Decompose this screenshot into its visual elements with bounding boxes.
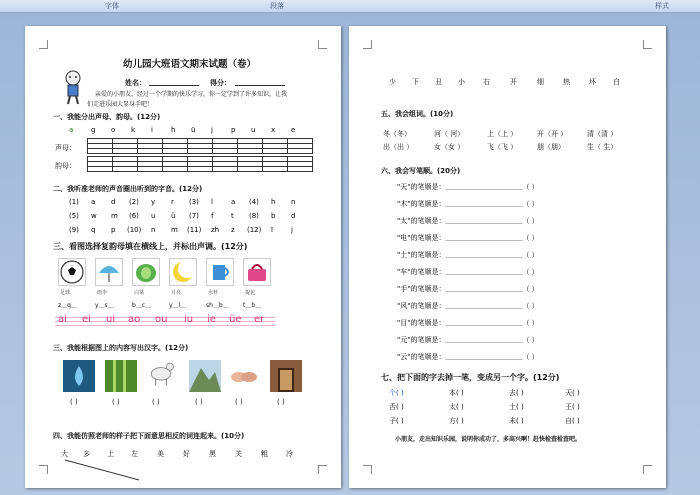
stroke-order-item[interactable]: "木"的笔顺是：＿＿＿＿＿＿＿＿＿＿＿（ ） bbox=[397, 200, 539, 208]
pinyin-blank[interactable]: y＿l＿ bbox=[169, 302, 187, 309]
item-number: (8) bbox=[249, 212, 259, 220]
word-group-cell[interactable]: 河（ 河） bbox=[434, 130, 465, 138]
pinyin-option[interactable]: t bbox=[231, 212, 234, 220]
item-number: (11) bbox=[187, 226, 202, 234]
cabbage-picture bbox=[132, 258, 160, 286]
finals-writing-grid[interactable] bbox=[87, 156, 313, 172]
answer-bracket[interactable]: ( ) bbox=[152, 398, 160, 406]
connecting-line bbox=[61, 458, 141, 482]
pinyin-option[interactable]: w bbox=[91, 212, 97, 220]
remove-stroke-cell[interactable]: 太( ) bbox=[449, 403, 464, 411]
margin-corner bbox=[39, 465, 48, 474]
name-label: 姓名： bbox=[125, 79, 146, 87]
remove-stroke-cell[interactable]: 去( ) bbox=[509, 389, 524, 397]
word-char[interactable]: 冷 bbox=[286, 450, 293, 458]
word-char[interactable]: 坏 bbox=[589, 78, 596, 86]
ribbon-group-paragraph[interactable]: 段落 bbox=[270, 2, 284, 10]
pinyin-option[interactable]: n bbox=[151, 226, 156, 234]
pinyin-option[interactable]: a bbox=[231, 198, 236, 206]
word-char[interactable]: 黑 bbox=[209, 450, 216, 458]
pinyin-option[interactable]: p bbox=[111, 226, 116, 234]
pinyin-option[interactable]: h bbox=[271, 198, 276, 206]
word-char[interactable]: 细 bbox=[537, 78, 544, 86]
word-char[interactable]: 大 bbox=[61, 450, 68, 458]
gate-picture bbox=[270, 360, 302, 392]
word-char[interactable]: 左 bbox=[131, 450, 138, 458]
ribbon-group-font[interactable]: 字体 bbox=[105, 2, 119, 10]
picture-label: 雨伞 bbox=[97, 290, 108, 296]
final-option: iu bbox=[184, 314, 194, 325]
word-char[interactable]: 热 bbox=[563, 78, 570, 86]
pinyin-option[interactable]: u bbox=[151, 212, 156, 220]
child-illustration bbox=[62, 70, 84, 106]
score-blank[interactable] bbox=[235, 85, 285, 86]
pinyin-option[interactable]: f bbox=[211, 212, 214, 220]
margin-corner bbox=[643, 40, 652, 49]
page-left[interactable] bbox=[25, 26, 341, 488]
word-char[interactable]: 开 bbox=[510, 78, 517, 86]
intro-line-1: 亲爱的小朋友，经过一个学期的快乐学习，你一定学到了许多知识，让我 bbox=[95, 91, 288, 98]
remove-stroke-cell[interactable]: 本( ) bbox=[449, 389, 464, 397]
word-group-cell[interactable]: 冬（冬） bbox=[383, 130, 411, 138]
stroke-order-item[interactable]: "天"的笔顺是：＿＿＿＿＿＿＿＿＿＿＿（ ） bbox=[397, 183, 539, 191]
final-option: ei bbox=[82, 314, 91, 325]
pinyin-blank[interactable]: sh＿b＿ bbox=[206, 302, 229, 309]
letter: ū bbox=[191, 126, 196, 134]
pinyin-option[interactable]: l bbox=[211, 198, 213, 206]
word-char[interactable]: 美 bbox=[157, 450, 164, 458]
pinyin-option[interactable]: ü bbox=[171, 212, 176, 220]
item-number: (1) bbox=[69, 198, 79, 206]
answer-bracket[interactable]: ( ) bbox=[70, 398, 78, 406]
mountain-picture bbox=[189, 360, 221, 392]
pinyin-option[interactable]: j bbox=[291, 226, 293, 234]
final-option: üe bbox=[229, 314, 242, 325]
letter: k bbox=[131, 126, 136, 134]
remove-stroke-cell[interactable]: 个( ) bbox=[389, 389, 404, 397]
score-label: 得分： bbox=[210, 79, 231, 87]
picture-label: 足球 bbox=[60, 290, 71, 296]
letter: u bbox=[251, 126, 256, 134]
word-char[interactable]: 好 bbox=[183, 450, 190, 458]
picture-label: 白菜 bbox=[134, 290, 145, 296]
answer-bracket[interactable]: ( ) bbox=[277, 398, 285, 406]
pinyin-blank[interactable]: t＿b＿ bbox=[243, 302, 262, 309]
stroke-order-item[interactable]: "手"的笔顺是：＿＿＿＿＿＿＿＿＿＿＿（ ） bbox=[397, 285, 539, 293]
margin-corner bbox=[318, 465, 327, 474]
intro-line-2: 们走进乐园大显身手吧！ bbox=[87, 101, 154, 108]
section-word-groups-title: 五、我会组词。(10分) bbox=[381, 110, 454, 118]
page-right[interactable] bbox=[349, 26, 666, 488]
word-group-cell[interactable]: 朋（朋） bbox=[537, 143, 565, 151]
section-3-title: 三、看图选择复韵母填在横线上，并标出声调。(12分) bbox=[53, 242, 248, 251]
section-2-title: 二、我听准老师的声音圈出听到的字音。(12分) bbox=[53, 185, 203, 193]
picture-label: 水杯 bbox=[208, 290, 219, 296]
remove-stroke-cell[interactable]: 方( ) bbox=[449, 417, 464, 425]
letter: i bbox=[151, 126, 153, 134]
pinyin-blank[interactable]: z＿q＿ bbox=[58, 302, 77, 309]
item-number: (12) bbox=[247, 226, 262, 234]
pinyin-option[interactable]: z bbox=[231, 226, 235, 234]
initials-writing-grid[interactable] bbox=[87, 138, 313, 154]
letter: a bbox=[69, 126, 74, 134]
closing-message: 小朋友，走出知识乐园，说明你成功了，多高兴啊！赶快检查检查吧。 bbox=[395, 436, 582, 443]
word-char[interactable]: 下 bbox=[412, 78, 419, 86]
remove-stroke-cell[interactable]: 土( ) bbox=[509, 403, 524, 411]
letter: e bbox=[291, 126, 296, 134]
pinyin-option[interactable]: zh bbox=[211, 226, 220, 234]
pinyin-option[interactable]: d bbox=[291, 212, 296, 220]
final-option: ao bbox=[128, 314, 141, 325]
word-group-cell[interactable]: 开（开 ） bbox=[537, 130, 568, 138]
item-number: (9) bbox=[69, 226, 79, 234]
section-stroke-order-title: 六、我会写笔顺。(20分) bbox=[381, 167, 461, 175]
final-option: ou bbox=[155, 314, 168, 325]
cup-picture bbox=[206, 258, 234, 286]
word-char[interactable]: 多 bbox=[83, 450, 90, 458]
final-option: er bbox=[254, 314, 265, 325]
remove-stroke-cell[interactable]: 子( ) bbox=[389, 417, 404, 425]
word-group-cell[interactable]: 出（出 ） bbox=[383, 143, 414, 151]
stroke-order-item[interactable]: "元"的笔顺是：＿＿＿＿＿＿＿＿＿＿＿（ ） bbox=[397, 336, 539, 344]
stroke-order-item[interactable]: "云"的笔顺是：＿＿＿＿＿＿＿＿＿＿＿（ ） bbox=[397, 353, 539, 361]
pinyin-blank[interactable]: y＿s＿ bbox=[95, 302, 114, 309]
word-group-cell[interactable]: 女（女 ） bbox=[434, 143, 465, 151]
word-char[interactable]: 丑 bbox=[435, 78, 442, 86]
final-option: ie bbox=[207, 314, 216, 325]
pinyin-option[interactable]: ī bbox=[271, 226, 273, 234]
finals-row-label: 韵母： bbox=[55, 162, 76, 170]
remove-stroke-cell[interactable]: 王( ) bbox=[565, 403, 580, 411]
remove-stroke-cell[interactable]: 天( ) bbox=[565, 389, 580, 397]
section-5-title: 四、我能仿照老师的样子把下面意思相反的词连起来。(10分) bbox=[53, 432, 245, 440]
word-group-cell[interactable]: 生（ 生） bbox=[587, 143, 618, 151]
word-group-cell[interactable]: 清（清 ） bbox=[587, 130, 618, 138]
word-char[interactable]: 白 bbox=[613, 78, 620, 86]
margin-corner bbox=[363, 40, 372, 49]
stroke-order-item[interactable]: "土"的笔顺是：＿＿＿＿＿＿＿＿＿＿＿（ ） bbox=[397, 251, 539, 259]
final-option: ai bbox=[58, 314, 67, 325]
word-group-cell[interactable]: 飞（飞 ） bbox=[487, 143, 518, 151]
picture-label: 提包 bbox=[245, 290, 256, 296]
letter: x bbox=[271, 126, 276, 134]
pinyin-option[interactable]: q bbox=[91, 226, 96, 234]
letter: o bbox=[111, 126, 116, 134]
item-number: (6) bbox=[129, 212, 139, 220]
ribbon-bar bbox=[0, 0, 700, 13]
item-number: (4) bbox=[249, 198, 259, 206]
pinyin-blank[interactable]: b＿c＿ bbox=[132, 302, 152, 309]
item-number: (5) bbox=[69, 212, 79, 220]
section-4-title: 三、我能根据图上的内容写出汉字。(12分) bbox=[53, 344, 189, 352]
pinyin-option[interactable]: a bbox=[91, 198, 96, 206]
word-char[interactable]: 小 bbox=[458, 78, 465, 86]
section-1-title: 一、我能分出声母、韵母。(12分) bbox=[53, 113, 161, 121]
word-char[interactable]: 右 bbox=[483, 78, 490, 86]
word-char[interactable]: 上 bbox=[107, 450, 114, 458]
umbrella-picture bbox=[95, 258, 123, 286]
word-char[interactable]: 少 bbox=[389, 78, 396, 86]
handbag-picture bbox=[243, 258, 271, 286]
remove-stroke-cell[interactable]: 未( ) bbox=[509, 417, 524, 425]
picture-label: 月亮 bbox=[171, 290, 182, 296]
letter: g bbox=[91, 126, 96, 134]
answer-bracket[interactable]: ( ) bbox=[195, 398, 203, 406]
pinyin-option[interactable]: n bbox=[291, 198, 296, 206]
initials-row-label: 声母： bbox=[55, 144, 76, 152]
remove-stroke-cell[interactable]: 自( ) bbox=[565, 417, 580, 425]
answer-bracket[interactable]: ( ) bbox=[112, 398, 120, 406]
letter: h bbox=[171, 126, 176, 134]
pinyin-option[interactable]: r bbox=[171, 198, 174, 206]
margin-corner bbox=[39, 40, 48, 49]
water-picture bbox=[63, 360, 95, 392]
moon-picture bbox=[169, 258, 197, 286]
bamboo-picture bbox=[105, 360, 137, 392]
exam-title: 幼儿园大班语文期末试题（卷） bbox=[123, 59, 257, 70]
margin-corner bbox=[643, 465, 652, 474]
answer-bracket[interactable]: ( ) bbox=[235, 398, 243, 406]
remove-stroke-cell[interactable]: 舌( ) bbox=[389, 403, 404, 411]
ribbon-group-styles[interactable]: 样式 bbox=[655, 2, 669, 10]
margin-corner bbox=[318, 40, 327, 49]
name-blank[interactable] bbox=[149, 85, 199, 86]
football-picture bbox=[58, 258, 86, 286]
letter: j bbox=[211, 126, 213, 134]
word-char[interactable]: 关 bbox=[235, 450, 242, 458]
hands-picture bbox=[228, 360, 260, 392]
item-number: (7) bbox=[189, 212, 199, 220]
letter: p bbox=[231, 126, 236, 134]
pinyin-option[interactable]: m bbox=[171, 226, 178, 234]
pinyin-option[interactable]: m bbox=[111, 212, 118, 220]
word-char[interactable]: 粗 bbox=[261, 450, 268, 458]
goat-picture bbox=[145, 356, 177, 388]
margin-corner bbox=[363, 465, 372, 474]
section-remove-stroke-title: 七、把下面的字去掉一笔，变成另一个字。(12分) bbox=[381, 373, 560, 382]
item-number: (10) bbox=[127, 226, 142, 234]
stroke-order-item[interactable]: "风"的笔顺是：＿＿＿＿＿＿＿＿＿＿＿（ ） bbox=[397, 302, 539, 310]
stroke-order-item[interactable]: "目"的笔顺是：＿＿＿＿＿＿＿＿＿＿＿（ ） bbox=[397, 319, 539, 327]
final-option: ui bbox=[106, 314, 116, 325]
item-number: (2) bbox=[129, 198, 139, 206]
pinyin-option[interactable]: b bbox=[271, 212, 276, 220]
item-number: (3) bbox=[189, 198, 199, 206]
pinyin-option[interactable]: y bbox=[151, 198, 156, 206]
stroke-order-item[interactable]: "电"的笔顺是：＿＿＿＿＿＿＿＿＿＿＿（ ） bbox=[397, 234, 539, 242]
word-group-cell[interactable]: 上（上 ） bbox=[487, 130, 518, 138]
stroke-order-item[interactable]: "车"的笔顺是：＿＿＿＿＿＿＿＿＿＿＿（ ） bbox=[397, 268, 539, 276]
stroke-order-item[interactable]: "太"的笔顺是：＿＿＿＿＿＿＿＿＿＿＿（ ） bbox=[397, 217, 539, 225]
pinyin-option[interactable]: d bbox=[111, 198, 116, 206]
